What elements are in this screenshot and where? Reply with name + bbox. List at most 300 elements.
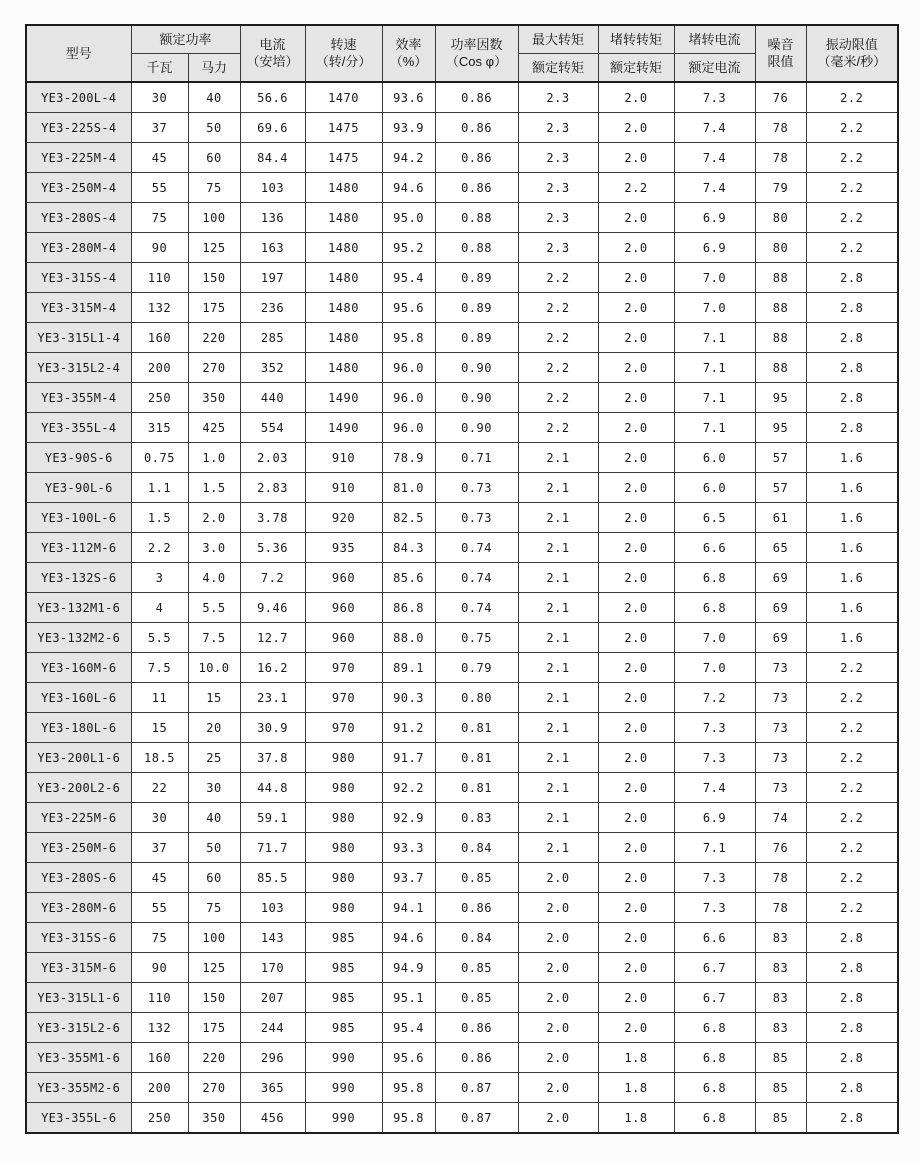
value-cell: 0.86 [435,1013,518,1043]
value-cell: 980 [305,773,382,803]
value-cell: 1.8 [598,1103,674,1134]
value-cell: 69 [755,563,806,593]
value-cell: 2.2 [518,293,598,323]
value-cell: 2.3 [518,173,598,203]
header-efficiency-line2: （%） [389,53,428,69]
value-cell: 45 [131,143,188,173]
value-cell: 76 [755,82,806,113]
value-cell: 2.0 [598,473,674,503]
value-cell: 2.2 [806,713,898,743]
value-cell: 1.6 [806,503,898,533]
value-cell: 2.8 [806,923,898,953]
header-noise-limit [755,25,806,82]
table-row [26,173,898,203]
value-cell: 82.5 [382,503,435,533]
value-cell: 1480 [305,203,382,233]
value-cell: 94.2 [382,143,435,173]
value-cell: 980 [305,833,382,863]
value-cell: 95.8 [382,1073,435,1103]
model-cell: YE3-355M2-6 [26,1073,131,1103]
value-cell: 81.0 [382,473,435,503]
value-cell: 23.1 [240,683,305,713]
table-row [26,533,898,563]
value-cell: 60 [188,863,240,893]
value-cell: 75 [188,173,240,203]
value-cell: 2.0 [598,113,674,143]
value-cell: 56.6 [240,82,305,113]
value-cell: 110 [131,983,188,1013]
value-cell: 37 [131,113,188,143]
value-cell: 74 [755,803,806,833]
value-cell: 88 [755,263,806,293]
value-cell: 0.74 [435,533,518,563]
value-cell: 88 [755,323,806,353]
table-row [26,143,898,173]
model-cell: YE3-200L1-6 [26,743,131,773]
header-max-torque-numerator: 最大转矩 [518,25,598,54]
value-cell: 1.8 [598,1073,674,1103]
value-cell: 95.6 [382,293,435,323]
model-cell: YE3-225M-6 [26,803,131,833]
value-cell: 11 [131,683,188,713]
value-cell: 2.0 [598,82,674,113]
value-cell: 0.74 [435,593,518,623]
value-cell: 2.0 [598,893,674,923]
value-cell: 980 [305,863,382,893]
model-cell: YE3-315S-6 [26,923,131,953]
value-cell: 6.8 [674,593,755,623]
header-vibration-line1: 振动限值 [825,36,878,52]
table-row [26,1103,898,1134]
value-cell: 163 [240,233,305,263]
value-cell: 95.4 [382,1013,435,1043]
model-cell: YE3-280S-6 [26,863,131,893]
value-cell: 30 [131,82,188,113]
header-current-line2: （安培） [246,53,299,69]
value-cell: 0.74 [435,563,518,593]
value-cell: 1.6 [806,443,898,473]
value-cell: 170 [240,953,305,983]
model-cell: YE3-200L-4 [26,82,131,113]
value-cell: 7.2 [674,683,755,713]
value-cell: 554 [240,413,305,443]
value-cell: 7.0 [674,293,755,323]
value-cell: 2.2 [806,863,898,893]
value-cell: 44.8 [240,773,305,803]
table-row [26,683,898,713]
value-cell: 2.0 [598,443,674,473]
value-cell: 0.87 [435,1073,518,1103]
value-cell: 2.1 [518,503,598,533]
value-cell: 96.0 [382,353,435,383]
value-cell: 1480 [305,353,382,383]
value-cell: 75 [188,893,240,923]
table-body [26,82,898,1133]
value-cell: 2.8 [806,293,898,323]
value-cell: 6.9 [674,233,755,263]
header-power-factor-line1: 功率因数 [450,36,503,52]
value-cell: 2.0 [188,503,240,533]
value-cell: 40 [188,82,240,113]
value-cell: 2.0 [598,683,674,713]
model-cell: YE3-355M-4 [26,383,131,413]
value-cell: 3.78 [240,503,305,533]
value-cell: 95.4 [382,263,435,293]
model-cell: YE3-132M2-6 [26,623,131,653]
value-cell: 40 [188,803,240,833]
model-cell: YE3-315L2-6 [26,1013,131,1043]
value-cell: 0.75 [435,623,518,653]
value-cell: 2.2 [806,773,898,803]
model-cell: YE3-132M1-6 [26,593,131,623]
value-cell: 7.0 [674,623,755,653]
value-cell: 1480 [305,293,382,323]
value-cell: 220 [188,1043,240,1073]
value-cell: 2.0 [598,533,674,563]
model-cell: YE3-280M-4 [26,233,131,263]
value-cell: 2.8 [806,263,898,293]
value-cell: 2.0 [518,1103,598,1134]
value-cell: 55 [131,893,188,923]
value-cell: 88 [755,353,806,383]
model-cell: YE3-315L2-4 [26,353,131,383]
value-cell: 2.2 [131,533,188,563]
model-cell: YE3-132S-6 [26,563,131,593]
value-cell: 2.2 [806,173,898,203]
value-cell: 2.2 [806,653,898,683]
value-cell: 175 [188,1013,240,1043]
value-cell: 2.1 [518,473,598,503]
value-cell: 2.1 [518,683,598,713]
value-cell: 92.2 [382,773,435,803]
value-cell: 2.0 [598,563,674,593]
table-row [26,593,898,623]
value-cell: 1470 [305,82,382,113]
value-cell: 980 [305,803,382,833]
value-cell: 50 [188,113,240,143]
value-cell: 6.8 [674,563,755,593]
value-cell: 61 [755,503,806,533]
value-cell: 7.4 [674,113,755,143]
header-speed-line1: 转速 [330,36,357,52]
value-cell: 2.2 [598,173,674,203]
value-cell: 270 [188,1073,240,1103]
table-row [26,1043,898,1073]
value-cell: 2.1 [518,563,598,593]
value-cell: 7.1 [674,383,755,413]
model-cell: YE3-315L1-6 [26,983,131,1013]
value-cell: 980 [305,893,382,923]
value-cell: 0.88 [435,203,518,233]
value-cell: 970 [305,683,382,713]
motor-spec-table [25,24,899,1134]
value-cell: 350 [188,383,240,413]
table-row [26,1013,898,1043]
value-cell: 2.1 [518,803,598,833]
value-cell: 22 [131,773,188,803]
value-cell: 2.83 [240,473,305,503]
value-cell: 935 [305,533,382,563]
value-cell: 85 [755,1043,806,1073]
model-cell: YE3-160L-6 [26,683,131,713]
value-cell: 96.0 [382,383,435,413]
table-row [26,713,898,743]
model-cell: YE3-225M-4 [26,143,131,173]
value-cell: 285 [240,323,305,353]
value-cell: 2.0 [598,983,674,1013]
value-cell: 0.90 [435,383,518,413]
value-cell: 100 [188,923,240,953]
header-kilowatt: 千瓦 [131,54,188,83]
value-cell: 207 [240,983,305,1013]
value-cell: 125 [188,233,240,263]
value-cell: 90 [131,953,188,983]
value-cell: 2.0 [598,503,674,533]
value-cell: 2.0 [598,593,674,623]
value-cell: 85.6 [382,563,435,593]
table-row [26,953,898,983]
model-cell: YE3-250M-6 [26,833,131,863]
table-row [26,1073,898,1103]
value-cell: 94.6 [382,923,435,953]
value-cell: 7.4 [674,143,755,173]
value-cell: 1.5 [131,503,188,533]
value-cell: 95.8 [382,323,435,353]
value-cell: 2.1 [518,653,598,683]
table-row [26,653,898,683]
value-cell: 84.3 [382,533,435,563]
header-noise-line2: 限值 [767,53,794,69]
value-cell: 78.9 [382,443,435,473]
value-cell: 2.03 [240,443,305,473]
header-current-line1: 电流 [259,36,286,52]
value-cell: 0.89 [435,263,518,293]
value-cell: 352 [240,353,305,383]
value-cell: 85.5 [240,863,305,893]
header-max-torque-denominator: 额定转矩 [518,54,598,83]
value-cell: 37.8 [240,743,305,773]
value-cell: 0.81 [435,713,518,743]
value-cell: 95 [755,383,806,413]
value-cell: 456 [240,1103,305,1134]
value-cell: 45 [131,863,188,893]
value-cell: 103 [240,893,305,923]
table-row [26,803,898,833]
value-cell: 985 [305,923,382,953]
value-cell: 0.81 [435,773,518,803]
value-cell: 2.1 [518,443,598,473]
value-cell: 2.3 [518,82,598,113]
value-cell: 2.0 [598,233,674,263]
value-cell: 65 [755,533,806,563]
value-cell: 2.8 [806,1043,898,1073]
value-cell: 93.9 [382,113,435,143]
model-cell: YE3-180L-6 [26,713,131,743]
header-power-factor-line2: （Cos φ） [445,53,508,69]
value-cell: 970 [305,653,382,683]
value-cell: 88.0 [382,623,435,653]
value-cell: 15 [188,683,240,713]
value-cell: 2.0 [598,803,674,833]
value-cell: 80 [755,203,806,233]
value-cell: 2.2 [806,743,898,773]
value-cell: 15 [131,713,188,743]
value-cell: 6.7 [674,953,755,983]
value-cell: 6.6 [674,923,755,953]
value-cell: 6.9 [674,203,755,233]
value-cell: 985 [305,983,382,1013]
value-cell: 73 [755,653,806,683]
value-cell: 2.0 [598,863,674,893]
value-cell: 110 [131,263,188,293]
value-cell: 2.2 [806,893,898,923]
value-cell: 2.0 [598,743,674,773]
value-cell: 1480 [305,233,382,263]
value-cell: 90.3 [382,683,435,713]
table-row [26,773,898,803]
value-cell: 73 [755,773,806,803]
value-cell: 75 [131,203,188,233]
value-cell: 7.4 [674,773,755,803]
value-cell: 7.3 [674,713,755,743]
value-cell: 59.1 [240,803,305,833]
value-cell: 6.8 [674,1073,755,1103]
header-locked-torque-denominator: 额定转矩 [598,54,674,83]
model-cell: YE3-250M-4 [26,173,131,203]
value-cell: 5.36 [240,533,305,563]
header-locked-current-denominator: 额定电流 [674,54,755,83]
value-cell: 7.3 [674,82,755,113]
model-cell: YE3-112M-6 [26,533,131,563]
value-cell: 2.1 [518,743,598,773]
value-cell: 7.4 [674,173,755,203]
value-cell: 2.0 [518,1043,598,1073]
value-cell: 69 [755,623,806,653]
table-header [26,25,898,82]
value-cell: 6.9 [674,803,755,833]
value-cell: 910 [305,473,382,503]
value-cell: 95.6 [382,1043,435,1073]
value-cell: 4 [131,593,188,623]
value-cell: 910 [305,443,382,473]
value-cell: 2.1 [518,593,598,623]
value-cell: 0.86 [435,113,518,143]
value-cell: 2.2 [806,113,898,143]
value-cell: 2.0 [598,143,674,173]
value-cell: 91.7 [382,743,435,773]
value-cell: 2.2 [806,683,898,713]
table-row [26,623,898,653]
value-cell: 79 [755,173,806,203]
table-row [26,833,898,863]
value-cell: 175 [188,293,240,323]
value-cell: 95.8 [382,1103,435,1134]
value-cell: 1.6 [806,563,898,593]
value-cell: 6.0 [674,473,755,503]
header-row-top [26,25,898,54]
value-cell: 5.5 [131,623,188,653]
value-cell: 244 [240,1013,305,1043]
value-cell: 2.0 [518,1073,598,1103]
value-cell: 160 [131,1043,188,1073]
model-cell: YE3-280S-4 [26,203,131,233]
value-cell: 0.85 [435,863,518,893]
value-cell: 990 [305,1043,382,1073]
value-cell: 0.86 [435,173,518,203]
value-cell: 4.0 [188,563,240,593]
value-cell: 91.2 [382,713,435,743]
model-cell: YE3-90L-6 [26,473,131,503]
value-cell: 1.0 [188,443,240,473]
value-cell: 6.0 [674,443,755,473]
value-cell: 83 [755,983,806,1013]
value-cell: 7.3 [674,743,755,773]
value-cell: 1480 [305,173,382,203]
value-cell: 0.73 [435,503,518,533]
value-cell: 2.2 [806,233,898,263]
model-cell: YE3-315M-6 [26,953,131,983]
value-cell: 0.80 [435,683,518,713]
value-cell: 2.2 [806,803,898,833]
value-cell: 57 [755,473,806,503]
value-cell: 1.6 [806,473,898,503]
value-cell: 350 [188,1103,240,1134]
table-row [26,413,898,443]
value-cell: 2.1 [518,773,598,803]
value-cell: 250 [131,383,188,413]
value-cell: 1475 [305,143,382,173]
value-cell: 2.8 [806,413,898,443]
table-row [26,353,898,383]
value-cell: 136 [240,203,305,233]
value-cell: 2.0 [598,713,674,743]
value-cell: 94.1 [382,893,435,923]
value-cell: 0.90 [435,413,518,443]
value-cell: 2.0 [518,893,598,923]
table-row [26,563,898,593]
value-cell: 315 [131,413,188,443]
value-cell: 0.85 [435,953,518,983]
value-cell: 1.6 [806,593,898,623]
value-cell: 6.8 [674,1043,755,1073]
value-cell: 2.8 [806,383,898,413]
value-cell: 2.0 [598,353,674,383]
value-cell: 83 [755,1013,806,1043]
value-cell: 90 [131,233,188,263]
value-cell: 7.1 [674,413,755,443]
value-cell: 30 [188,773,240,803]
table-row [26,473,898,503]
value-cell: 2.2 [518,263,598,293]
value-cell: 970 [305,713,382,743]
value-cell: 7.1 [674,323,755,353]
value-cell: 2.8 [806,1103,898,1134]
value-cell: 78 [755,893,806,923]
value-cell: 150 [188,263,240,293]
table-row [26,863,898,893]
value-cell: 2.0 [598,323,674,353]
model-cell: YE3-355L-4 [26,413,131,443]
value-cell: 18.5 [131,743,188,773]
header-power-factor [435,25,518,82]
value-cell: 2.1 [518,833,598,863]
table-row [26,263,898,293]
value-cell: 96.0 [382,413,435,443]
value-cell: 93.7 [382,863,435,893]
value-cell: 1490 [305,383,382,413]
value-cell: 7.5 [131,653,188,683]
value-cell: 2.2 [806,833,898,863]
